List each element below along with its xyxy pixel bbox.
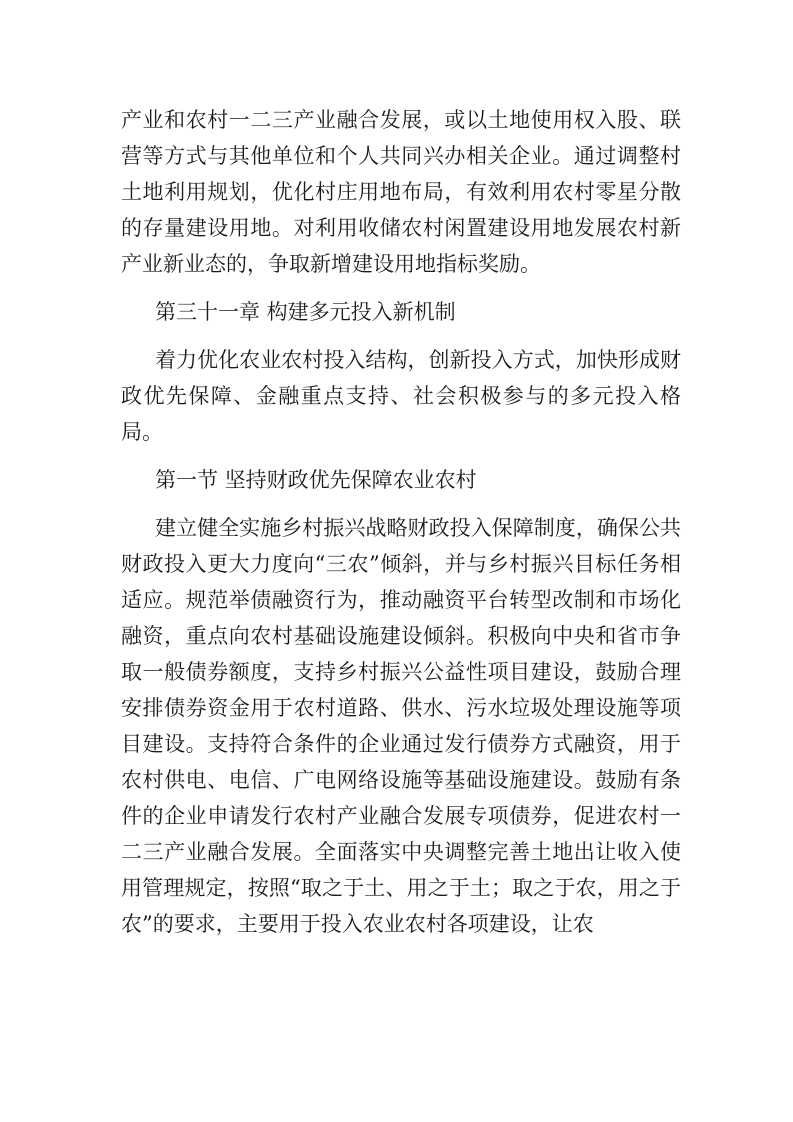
paragraph-investment-structure: 着力优化农业农村投入结构，创新投入方式，加快形成财政优先保障、金融重点支持、社会积极参与的多元投入格局。: [121, 348, 681, 444]
paragraph-land-use: 产业和农村一二三产业融合发展，或以土地使用权入股、联营等方式与其他单位和个人共同兴办相关企业。通过调整村土地利用规划，优化村庄用地布局，有效利用农村零星分散的存量建设用地。对利用收储农村闲置建设用地发展农村新产业新业态的，争取新增建设用地指标奖励。: [121, 108, 681, 276]
section-title: 第一节 坚持财政优先保障农业农村: [155, 468, 477, 492]
chapter-title: 第三十一章 构建多元投入新机制: [155, 300, 456, 324]
document-body: [121, 102, 681, 942]
paragraph-fiscal-guarantee: 建立健全实施乡村振兴战略财政投入保障制度，确保公共财政投入更大力度向“三农”倾斜，并与乡村振兴目标任务相适应。规范举债融资行为，推动融资平台转型改制和市场化融资，重点向农村基础设施建设倾斜。积极向中央和省市争取一般债券额度，支持乡村振兴公益性项目建设，鼓励合理安排债券资金用于农村道路、供水、污水垃圾处理设施等项目建设。支持符合条件的企业通过发行债券方式融资，用于农村供电、电信、广电网络设施等基础设施建设。鼓励有条件的企业申请发行农村产业融合发展专项债券，促进农村一二三产业融合发展。全面落实中央调整完善土地出让收入使用管理规定，按照“取之于土、用之于土；取之于农，用之于农”的要求，主要用于投入农业农村各项建设，让农: [121, 516, 681, 936]
